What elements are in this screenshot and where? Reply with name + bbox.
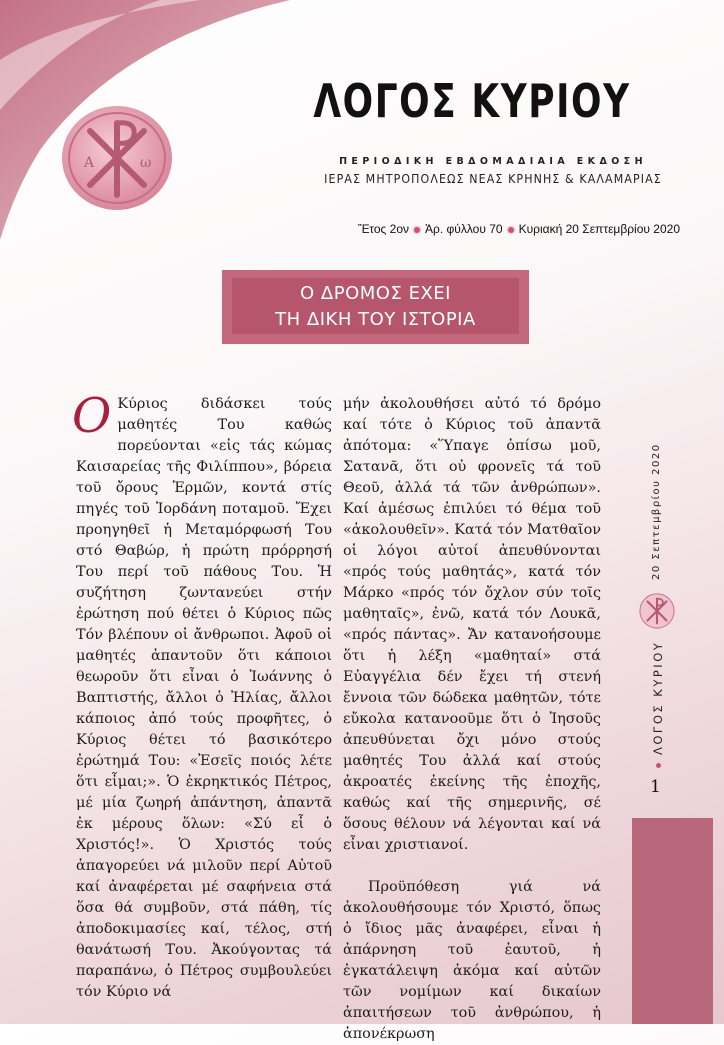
- article-paragraph: Κύριος διδάσκει τούς μαθητές Του καθώς πορεύονται «εἰς τάς κώμας Καισαρείας τῆς Φιλίππου», βόρεια τοῦ ὄρους Ἑρμῶν, κοντά στίς πηγές τοῦ Ἰορδάνη ποταμοῦ. Ἔχει προηγηθεῖ ἡ Μεταμόρφωσή Του στό Θαβώρ, ἡ πρώτη πρόρρησή Του περί τοῦ πάθους Του. Ἡ συζήτηση ζωντανεύει στήν ἐρώτηση πού θέτει ὁ Κύριος πῶς Τόν βλέπουν οἱ ἄνθρωποι. Ἀφοῦ οἱ μαθητές ἀπαντοῦν ὅτι κάποιοι θεωροῦν ὅτι εἶναι ὁ Ἰωάννης ὁ Βαπτιστής, ἄλλοι ὁ Ἠλίας, ἄλλοι κάποιος ἀπό τούς προφῆτες, ὁ Κύριος θέτει τό βασικότερο ἐρώτημά Του: «Ἐσεῖς ποιός λέτε ὅτι εἶμαι;». Ὁ ἐκρηκτικός Πέτρος, μέ μία ζωηρή ἀπάντηση, ἀπαντᾶ ἐκ μέρους ὅλων: «Σύ εἶ ὁ Χριστός!». Ὁ Χριστός τούς ἀπαγορεύει νά μιλοῦν περί Αὐτοῦ καί ἀναφέρεται μέ σαφήνεια στά ὅσα θά συμβοῦν, στά πάθη, τίς ἀποδοκιμασίες καί, τέλος, στή θανάτωσή Του. Ἀκούγοντας τά παραπάνω, ὁ Πέτρος συμβουλεύει τόν Κύριο νά: [76, 396, 332, 1000]
- chi-rho-seal-icon: [60, 103, 175, 213]
- sidebar-date: [647, 440, 667, 580]
- article-paragraph: μήν ἀκολουθήσει αὐτό τό δρόμο καί τότε ὁ Κύριος τοῦ ἀπαντᾶ ἀπότομα: «Ὕπαγε ὀπίσω μοῦ, Σατανᾶ, ὅτι οὐ φρονεῖς τά τοῦ Θεοῦ, ἀλλά τά τῶν ἀνθρώπων». Καί ἀμέσως ἐπιλύει τό θέμα τοῦ «ἀκολουθεῖν». Κατά τόν Ματθαῖον οἱ λόγοι αὐτοί ἀπευθύνονται «πρός τούς μαθητάς», κατά τόν Μάρκο «πρός τόν ὄχλον σύν τοῖς μαθηταῖς», ἐνῶ, κατά τόν Λουκᾶ, «πρός πάντας». Ἄν κατανοήσουμε ὅτι ἡ λέξη «μαθηταί» στά Εὐαγγέλια δέν ἔχει τή στενή ἔννοια τῶν δώδεκα μαθητῶν, τότε εὔκολα κατανοοῦμε ὅτι ὁ Ἰησοῦς ἀπευθύνεται ὄχι μόνο στούς μαθητές Του ἀλλά καί στούς ἀκροατές ἐκείνης τῆς ἐποχῆς, καθώς καί τῆς σημερινῆς, σέ ὅσους θέλουν νά λέγονται καί νά εἶναι χριστιανοί.: [343, 396, 601, 853]
- decorative-side-bar: [632, 818, 713, 1024]
- article-column-2: [343, 394, 601, 1045]
- sidebar-brand: [647, 640, 667, 770]
- drop-cap: Ο: [72, 388, 112, 444]
- article-title: [232, 278, 519, 334]
- bullet-dot-icon: [656, 763, 661, 768]
- page-number: 1: [650, 777, 661, 797]
- issue-sheet-number: Ἀρ. φύλλου 70: [425, 222, 503, 236]
- publication-subtitle: ΠΕΡΙΟΔΙΚΗ ΕΒΔΟΜΑΔΙΑΙΑ ΕΚΔΟΣΗ: [339, 156, 647, 167]
- article-title-line-1: Ο ΔΡΟΜΟΣ ΕΧΕΙ: [300, 283, 451, 304]
- issue-info: [310, 222, 680, 236]
- article-paragraph: Προϋπόθεση γιά νά ἀκολουθήσουμε τόν Χριστό, ὅπως ὁ ἴδιος μᾶς ἀναφέρει, εἶναι ἡ ἀπάρνηση τοῦ ἑαυτοῦ, ἡ ἐγκατάλειψη ἀκόμα καί αὐτῶν τῶν νομίμων καί δικαίων ἀπαιτήσεων τοῦ ἀνθρώπου, ἡ ἀπονέκρωση: [343, 879, 601, 1042]
- article-column-1: [72, 388, 332, 1003]
- publisher-name: ΙΕΡΑΣ ΜΗΤΡΟΠΟΛΕΩΣ ΝΕΑΣ ΚΡΗΝΗΣ & ΚΑΛΑΜΑΡΙΑΣ: [324, 172, 662, 186]
- issue-date: Κυριακή 20 Σεπτεμβρίου 2020: [518, 222, 680, 236]
- article-title-line-2: ΤΗ ΔΙΚΗ ΤΟΥ ΙΣΤΟΡΙΑ: [275, 309, 476, 330]
- chi-rho-small-seal-icon: [638, 592, 676, 630]
- issue-year: Ἔτος 2ον: [358, 222, 410, 236]
- svg-text:ω: ω: [140, 155, 152, 171]
- bullet-dot-icon: [508, 227, 514, 233]
- article-title-box: [222, 270, 529, 344]
- bullet-dot-icon: [414, 227, 420, 233]
- sidebar-date-text: 20 Σεπτεμβρίου 2020: [651, 443, 662, 580]
- svg-text:Α: Α: [84, 155, 95, 171]
- publication-title: ΛΟΓΟΣ ΚΥΡΙΟΥ: [313, 74, 631, 128]
- sidebar-brand-text: ΛΟΓΟΣ ΚΥΡΙΟΥ: [651, 640, 665, 755]
